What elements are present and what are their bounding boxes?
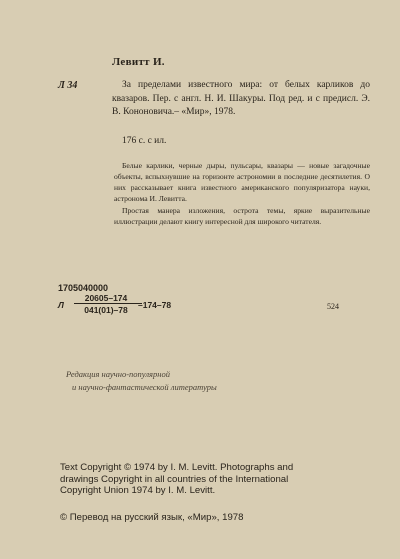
order-number: 524 [327,302,339,311]
copyright-line-3: Copyright Union 1974 by I. M. Levitt. [60,485,216,496]
classification-code: 1705040000 [58,283,109,293]
abstract-paragraph-2: Простая манера изложения, острота темы, яркие выразительные иллюстрации делают книгу интересной для широкого читателя. [114,206,370,226]
abstract-paragraph-1: Белые карлики, черные дыры, пульсары, квазары — новые загадочные объекты, вспыхнувшие на горизонте астрономии в последние десятилетия. О них рассказывает книга известного американского популяризатора науки, астронома И. Левитта. [114,161,370,203]
copyright-line-2: drawings Copyright in all countries of the International [60,473,289,485]
formula-tail: –174–78 [138,300,172,310]
pages-info: 176 с. с ил. [122,136,167,146]
formula-numerator: 20605–174 [84,293,128,303]
bibliographic-description: За пределами известного мира: от белых карликов до квазаров. Пер. с англ. Н. И. Шакуры. Под ред. и с предисл. Э. В. Кононовича.– «Мир», 1978. [112,80,370,117]
editorial-note [66,368,217,394]
editorial-line-2: и научно-фантастической литературы [72,382,217,392]
formula-denominator: 041(01)–78 [84,305,128,315]
formula-fraction [70,293,142,315]
editorial-line-1: Редакция научно-популярной [66,369,170,379]
translation-copyright: © Перевод на русский язык, «Мир», 1978 [60,512,244,523]
formula-letter: Л [58,300,64,310]
copyright-line-1: Text Copyright © 1974 by I. M. Levitt. Photographs and [60,462,294,473]
fraction-bar [74,303,142,304]
abstract [114,160,370,228]
author-name: Левитт И. [112,56,165,68]
library-code: Л 34 [58,80,78,91]
copyright-notice [60,462,350,497]
